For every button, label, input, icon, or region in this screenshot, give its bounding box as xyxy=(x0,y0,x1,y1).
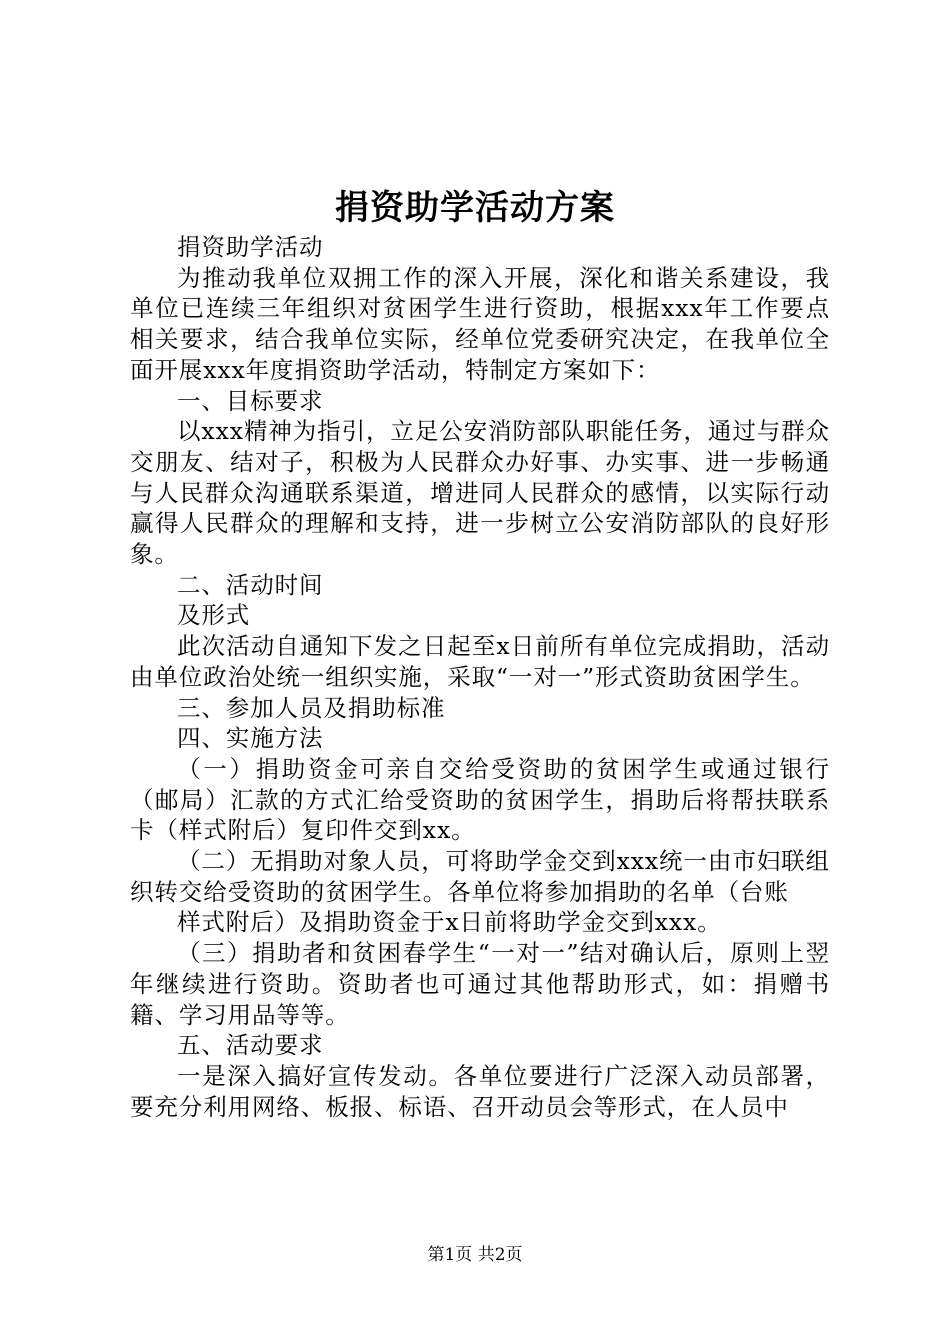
document-body xyxy=(130,232,830,1122)
page-footer xyxy=(0,1243,950,1267)
paragraph-intro: 为推动我单位双拥工作的深入开展，深化和谐关系建设，我单位已连续三年组织对贫困学生进行资助，根据xxx年工作要点相关要求，结合我单位实际，经单位党委研究决定，在我单位全面开展xxx年度捐资助学活动，特制定方案如下： xyxy=(130,263,830,384)
paragraph-method-3: （三）捐助者和贫困春学生“一对一”结对确认后，原则上翌年继续进行资助。资助者也可通过其他帮助形式，如：捐赠书籍、学习用品等等。 xyxy=(130,939,830,1029)
paragraph-method-1: （一）捐助资金可亲自交给受资助的贫困学生或通过银行（邮局）汇款的方式汇给受资助的贫困学生，捐助后将帮扶联系卡（样式附后）复印件交到xx。 xyxy=(130,754,830,845)
section-heading-goals: 一、目标要求 xyxy=(177,386,324,415)
page-number-label: 第1页 共2页 xyxy=(427,1245,523,1265)
paragraph-goals: 以xxx精神为指引，立足公安消防部队职能任务，通过与群众交朋友、结对子，积极为人民群众办好事、办实事、进一步畅通与人民群众沟通联系渠道，增进同人民群众的感情，以实际行动赢得人民群众的理解和支持，进一步树立公安消防部队的良好形象。 xyxy=(130,417,830,569)
section-heading-participants: 三、参加人员及捐助标准 xyxy=(177,693,446,722)
document-title: 捐资助学活动方案 xyxy=(335,188,615,228)
paragraph-subtitle: 捐资助学活动 xyxy=(177,233,324,261)
section-heading-time-cont: 及形式 xyxy=(177,601,251,630)
paragraph-requirement-1: 一是深入搞好宣传发动。各单位要进行广泛深入动员部署，要充分利用网络、板报、标语、召开动员会等形式，在人员中 xyxy=(130,1061,830,1121)
paragraph-time: 此次活动自通知下发之日起至x日前所有单位完成捐助，活动由单位政治处统一组织实施，采取“一对一”形式资助贫困学生。 xyxy=(130,632,830,691)
section-heading-methods: 四、实施方法 xyxy=(177,724,324,753)
paragraph-method-2: （二）无捐助对象人员，可将助学金交到xxx统一由市妇联组织转交给受资助的贫困学生。各单位将参加捐助的名单（台账 xyxy=(130,847,830,906)
section-heading-requirements: 五、活动要求 xyxy=(177,1031,324,1060)
paragraph-method-2-cont: 样式附后）及捐助资金于x日前将助学金交到xxx。 xyxy=(177,908,722,937)
section-heading-time: 二、活动时间 xyxy=(177,570,324,599)
